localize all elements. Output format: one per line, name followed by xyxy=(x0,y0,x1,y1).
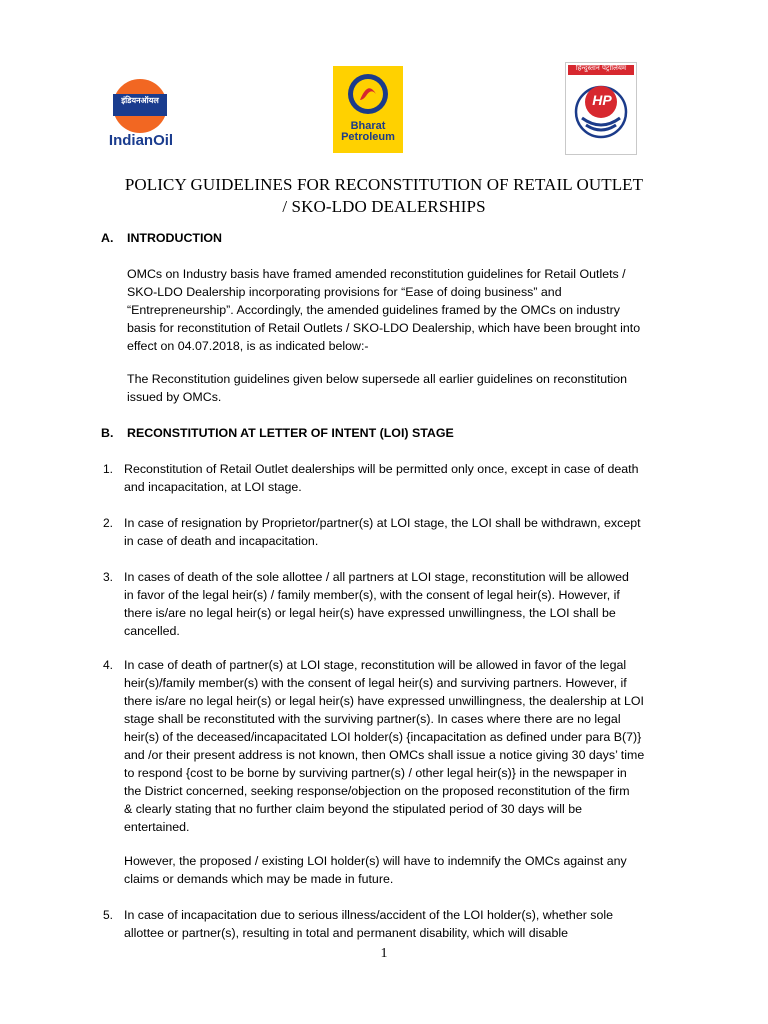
bp-line1: Bharat xyxy=(350,120,386,132)
section-a-paragraph-2 xyxy=(127,370,661,406)
para-line: The Reconstitution guidelines given below supersede all earlier guidelines on reconstitution xyxy=(127,372,628,386)
section-a-paragraph-1 xyxy=(127,265,661,355)
item-line: In case of death of partner(s) at LOI stage, reconstitution will be allowed in favor of the legal xyxy=(124,658,627,672)
para-line: issued by OMCs. xyxy=(127,390,222,404)
indianoil-logo-caption: IndianOil xyxy=(108,132,174,149)
para-line: SKO-LDO Dealership incorporating provisions for “Ease of doing business” and xyxy=(127,285,562,299)
item-line: to respond {cost to be borne by surviving partner(s) / other legal heir(s)} in the newspaper in xyxy=(124,766,627,780)
section-b-marker: B. xyxy=(101,426,114,440)
item-line: and /or their present address is not known, then OMCs shall issue a notice giving 30 days’ time xyxy=(124,748,645,762)
para-line: basis for reconstitution of Retail Outlets / SKO-LDO Dealership, which have been brought into xyxy=(127,321,641,335)
section-a-heading: INTRODUCTION xyxy=(127,231,222,245)
item-line: allottee or partner(s), resulting in total and permanent disability, which will disable xyxy=(124,926,568,940)
section-b-heading: RECONSTITUTION AT LETTER OF INTENT (LOI) STAGE xyxy=(127,426,454,440)
item-3-number: 3. xyxy=(103,570,114,584)
hp-logo-letters: HP xyxy=(592,92,612,108)
item-line: heir(s)/family member(s) with the consent of legal heir(s) and surviving partners. However, if xyxy=(124,676,627,690)
item-line: In case of resignation by Proprietor/partner(s) at LOI stage, the LOI shall be withdrawn, except xyxy=(124,516,641,530)
item-5-text xyxy=(124,906,661,942)
indianoil-logo-devanagari: इंडियनऑयल xyxy=(121,96,159,105)
item-line: and incapacitation, at LOI stage. xyxy=(124,480,302,494)
para-line: effect on 04.07.2018, is as indicated below:- xyxy=(127,339,369,353)
bharat-petroleum-logo-text xyxy=(333,121,403,143)
item-line: there is/are no legal heir(s) or legal heir(s) have expressed unwillingness, the dealership at LOI xyxy=(124,694,644,708)
item-line: in favor of the legal heir(s) / family member(s), with the consent of legal heir(s). However, if xyxy=(124,588,620,602)
item-line: stage shall be reconstituted with the surviving partner(s). In cases where there are no legal xyxy=(124,712,621,726)
item-4-text xyxy=(124,656,661,836)
item-line: cancelled. xyxy=(124,624,180,638)
hp-logo-devanagari: हिन्दुस्तान पेट्रोलियम xyxy=(575,64,627,72)
title-line-1: POLICY GUIDELINES FOR RECONSTITUTION OF RETAIL OUTLET xyxy=(124,175,644,194)
item-4-followup xyxy=(124,852,661,888)
page-number: 1 xyxy=(380,946,388,961)
item-line: Reconstitution of Retail Outlet dealerships will be permitted only once, except in case of death xyxy=(124,462,639,476)
para-line: OMCs on Industry basis have framed amended reconstitution guidelines for Retail Outlets / xyxy=(127,267,626,281)
item-line: there is/are no legal heir(s) or legal heir(s) have expressed unwillingness, the LOI shall be xyxy=(124,606,616,620)
section-a-marker: A. xyxy=(101,231,114,245)
item-4-number: 4. xyxy=(103,658,114,672)
title-line-2: / SKO-LDO DEALERSHIPS xyxy=(282,197,486,216)
para-line: “Entrepreneurship”. Accordingly, the amended guidelines framed by the OMCs on industry xyxy=(127,303,620,317)
document-title xyxy=(100,174,668,218)
item-2-number: 2. xyxy=(103,516,114,530)
item-line: In cases of death of the sole allottee / all partners at LOI stage, reconstitution will be allowed xyxy=(124,570,629,584)
item-2-text xyxy=(124,514,661,550)
item-1-number: 1. xyxy=(103,462,114,476)
item-line: the District concerned, seeking response/objection on the proposed reconstitution of the firm xyxy=(124,784,630,798)
hp-logo xyxy=(565,62,637,155)
item-line: In case of incapacitation due to serious illness/accident of the LOI holder(s), whether sole xyxy=(124,908,614,922)
item-line: in case of death and incapacitation. xyxy=(124,534,319,548)
item-1-text xyxy=(124,460,661,496)
item-line: entertained. xyxy=(124,820,190,834)
item-line: heir(s) of the deceased/incapacitated LOI holder(s) {incapacitation as defined under para B(7)} xyxy=(124,730,642,744)
item-line: & clearly stating that no further claim beyond the stipulated period of 30 days will be xyxy=(124,802,583,816)
item-line: claims or demands which may be made in future. xyxy=(124,872,394,886)
item-5-number: 5. xyxy=(103,908,114,922)
bp-line2: Petroleum xyxy=(341,131,395,143)
item-line: However, the proposed / existing LOI holder(s) will have to indemnify the OMCs against any xyxy=(124,854,627,868)
item-3-text xyxy=(124,568,661,640)
